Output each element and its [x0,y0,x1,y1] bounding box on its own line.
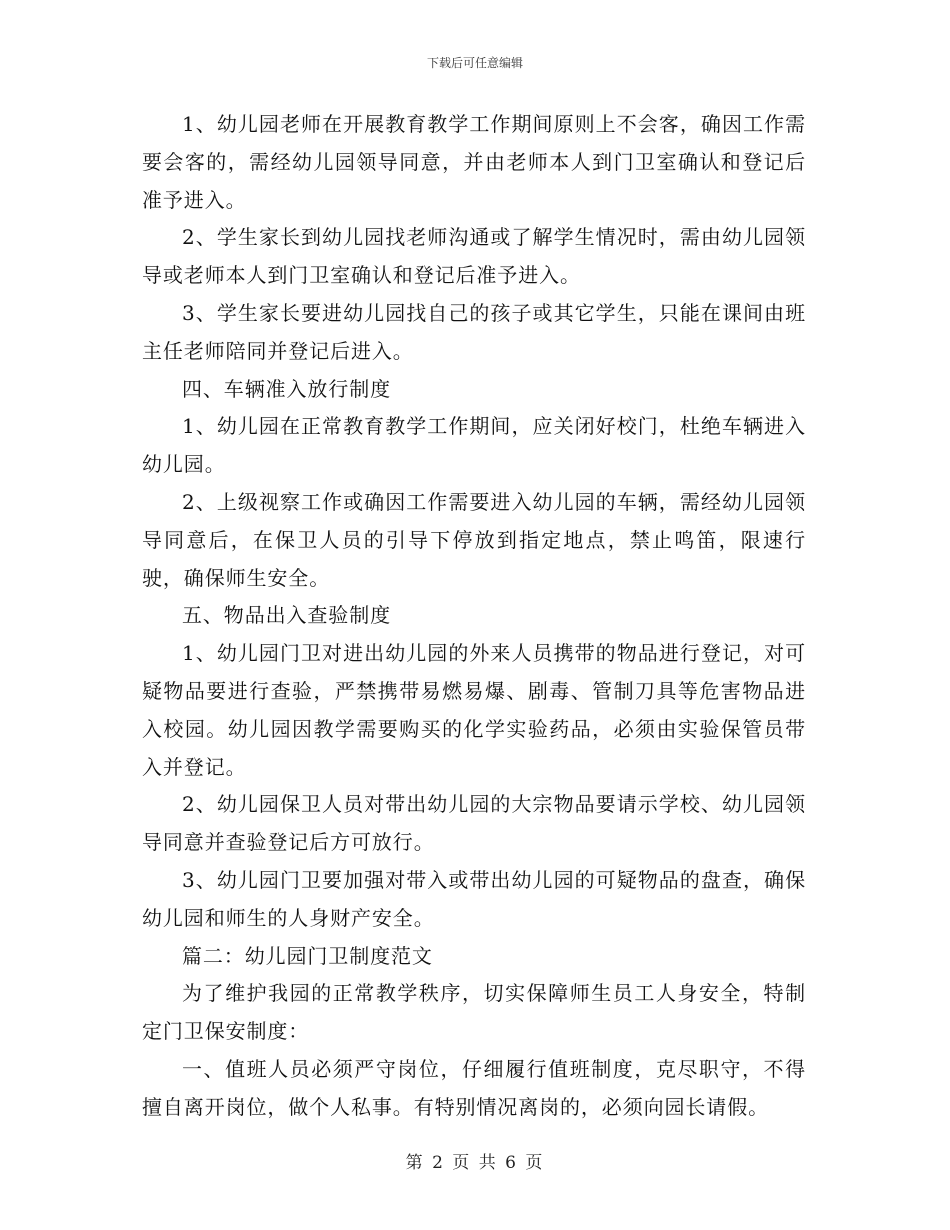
section-heading-goods-inspection: 五、物品出入查验制度 [182,603,391,628]
paragraph-goods-release: 2、幼儿园保卫人员对带出幼儿园的大宗物品要请示学校、幼儿园领导同意并查验登记后方可放行。 [142,792,806,855]
paragraph-visitor-teacher: 1、幼儿园老师在开展教育教学工作期间原则上不会客，确因工作需要会客的，需经幼儿园领导同意，并由老师本人到门卫室确认和登记后准予进入。 [142,112,806,212]
section-heading-vehicle-access: 四、车辆准入放行制度 [182,376,391,401]
paragraph-goods-suspicious: 3、幼儿园门卫要加强对带入或带出幼儿园的可疑物品的盘查，确保幼儿园和师生的人身财产安全。 [142,867,806,930]
paragraph-vehicle-gate-closed: 1、幼儿园在正常教育教学工作期间，应关闭好校门，杜绝车辆进入幼儿园。 [142,414,806,477]
paragraph-parent-visit-child: 3、学生家长要进幼儿园找自己的孩子或其它学生，只能在课间由班主任老师陪同并登记后进入。 [142,300,806,363]
page-number-footer: 第 2 页 共 6 页 [405,1153,545,1173]
section-heading-part-two: 篇二：幼儿园门卫制度范文 [182,943,433,968]
paragraph-goods-registration: 1、幼儿园门卫对进出幼儿园的外来人员携带的物品进行登记，对可疑物品要进行查验，严禁携带易燃易爆、剧毒、管制刀具等危害物品进入校园。幼儿园因教学需要购买的化学实验药品，必须由实验保管员带入并登记。 [142,641,806,779]
document-body [142,106,806,1127]
paragraph-vehicle-approval: 2、上级视察工作或确因工作需要进入幼儿园的车辆，需经幼儿园领导同意后，在保卫人员的引导下停放到指定地点，禁止鸣笛，限速行驶，确保师生安全。 [142,489,806,590]
page-header-note: 下载后可任意编辑 [426,56,523,70]
paragraph-duty-rule-one: 一、值班人员必须严守岗位，仔细履行值班制度，克尽职守，不得擅自离开岗位，做个人私事。有特别情况离岗的，必须向园长请假。 [142,1056,806,1119]
paragraph-intro-security: 为了维护我园的正常教学秩序，切实保障师生员工人身安全，特制定门卫保安制度： [142,981,806,1044]
paragraph-parent-contact-teacher: 2、学生家长到幼儿园找老师沟通或了解学生情况时，需由幼儿园领导或老师本人到门卫室确认和登记后准予进入。 [142,225,806,288]
